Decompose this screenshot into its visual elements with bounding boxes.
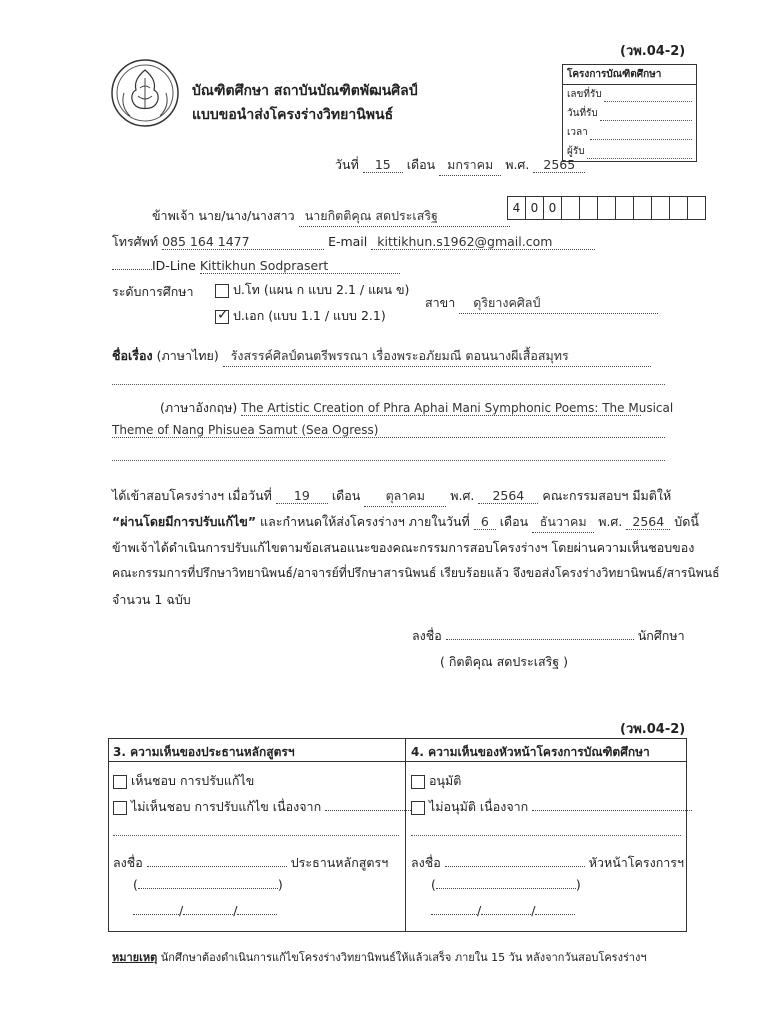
- exam-result: “ผ่านโดยมีการปรับแก้ไข”: [112, 514, 257, 529]
- blank-line: [112, 384, 665, 385]
- level-label: ระดับการศึกษา: [112, 284, 194, 299]
- exam-day[interactable]: 19: [276, 488, 328, 504]
- section3-sign-row: ลงชื่อ ประธานหลักสูตรฯ: [113, 855, 389, 870]
- date-line: วันที่ 15 เดือน มกราคม พ.ศ. 2565: [335, 155, 585, 176]
- student-printed-name: ( กิตติคุณ สดประเสริฐ ): [440, 654, 569, 669]
- thesis-title-thai-row: ชื่อเรื่อง (ภาษาไทย) รังสรรค์ศิลป์ดนตรีพรรณา เรื่องพระอภัยมณี ตอนนางผีเสื้อสมุทร: [112, 346, 651, 367]
- checkbox-section3-approve[interactable]: [113, 775, 127, 789]
- id-digit[interactable]: [688, 196, 706, 220]
- section3-reject-option[interactable]: ไม่เห็นชอบ การปรับแก้ไข เนื่องจาก: [113, 797, 425, 817]
- contact-line: โทรศัพท์ 085 164 1477 E-mail kittikhun.s1962@gmail.com: [112, 232, 595, 252]
- institute-emblem: [110, 58, 180, 128]
- section3-date-day[interactable]: [133, 914, 179, 915]
- checkbox-section4-reject[interactable]: [411, 801, 425, 815]
- id-digit[interactable]: [598, 196, 616, 220]
- line-id-field[interactable]: Kittikhun Sodprasert: [200, 258, 400, 274]
- due-year[interactable]: 2564: [626, 514, 670, 530]
- section3-name-row: ( ): [133, 877, 283, 892]
- checkbox-section3-reject[interactable]: [113, 801, 127, 815]
- id-digit[interactable]: [562, 196, 580, 220]
- section3-title: 3. ความเห็นของประธานหลักสูตรฯ: [113, 745, 295, 759]
- student-signature-row: ลงชื่อ นักศึกษา: [412, 628, 685, 643]
- header-form-title: แบบขอนำส่งโครงร่างวิทยานิพนธ์: [192, 107, 394, 123]
- section3-name-field[interactable]: [138, 888, 278, 889]
- thesis-title-eng-line1[interactable]: The Artistic Creation of Phra Aphai Mani Symphonic Poems: The Musical: [241, 401, 674, 415]
- section3-signature-field[interactable]: [147, 866, 287, 867]
- date-year[interactable]: 2565: [533, 157, 585, 173]
- approval-table: [108, 738, 687, 932]
- exam-year[interactable]: 2564: [478, 488, 538, 504]
- office-box-title: โครงการบัณฑิตศึกษา: [563, 65, 696, 85]
- exam-line-1: ได้เข้าสอบโครงร่างฯ เมื่อวันที่ 19 เดือน ตุลาคม พ.ศ. 2564 คณะกรรมสอบฯ มีมติให้: [112, 486, 671, 507]
- applicant-line: ข้าพเจ้า นาย/นาง/นางสาว นายกิตติคุณ สดประเสริฐ: [152, 206, 510, 227]
- section4-sign-row: ลงชื่อ หัวหน้าโครงการฯ: [411, 855, 685, 870]
- id-digit[interactable]: [580, 196, 598, 220]
- student-signature-field[interactable]: [446, 639, 634, 640]
- section4-date-day[interactable]: [431, 914, 477, 915]
- thesis-title-eng-row: (ภาษาอังกฤษ) The Artistic Creation of Phra Aphai Mani Symphonic Poems: The Musical: [160, 400, 674, 415]
- exam-month[interactable]: ตุลาคม: [364, 486, 446, 507]
- header-institute: บัณฑิตศึกษา สถาบันบัณฑิตพัฒนศิลป์: [192, 83, 418, 99]
- exam-line-2: “ผ่านโดยมีการปรับแก้ไข” และกำหนดให้ส่งโครงร่างฯ ภายในวันที่ 6 เดือน ธันวาคม พ.ศ. 2564 บัดนี้: [112, 512, 699, 533]
- exam-line-4: คณะกรรมการที่ปรึกษาวิทยานิพนธ์/อาจารย์ที่ปรึกษาสารนิพนธ์ เรียบร้อยแล้ว จึงขอส่งโครงร่างวิทยานิพนธ์/สารนิพนธ์: [112, 566, 720, 580]
- section4-date-year[interactable]: [535, 914, 575, 915]
- email-field[interactable]: kittikhun.s1962@gmail.com: [371, 234, 595, 250]
- major-field[interactable]: ดุริยางคศิลป์: [459, 293, 658, 314]
- applicant-name[interactable]: นายกิตติคุณ สดประเสริฐ: [299, 206, 510, 227]
- section3-date-month[interactable]: [183, 914, 233, 915]
- section4-reject-option[interactable]: ไม่อนุมัติ เนื่องจาก: [411, 797, 692, 817]
- thesis-title-eng-row2: [112, 422, 665, 438]
- student-id-grid[interactable]: [507, 196, 706, 220]
- level-option-master[interactable]: ป.โท (แผน ก แบบ 2.1 / แผน ข): [215, 280, 409, 300]
- id-digit[interactable]: 0: [526, 196, 544, 220]
- id-digit[interactable]: [670, 196, 688, 220]
- office-box-receipt-no: เลขที่รับ: [567, 89, 602, 100]
- office-box-time: เวลา: [567, 127, 588, 138]
- id-digit[interactable]: 4: [507, 196, 526, 220]
- checkbox-master[interactable]: [215, 284, 229, 298]
- id-digit[interactable]: [634, 196, 652, 220]
- section3-date-row: / /: [133, 903, 277, 918]
- section4-name-row: ( ): [431, 877, 581, 892]
- form-code-bottom: (วพ.04-2): [620, 722, 686, 737]
- footnote: [112, 948, 647, 966]
- section4-title: 4. ความเห็นของหัวหน้าโครงการบัณฑิตศึกษา: [411, 745, 650, 759]
- thesis-title-eng-line2[interactable]: Theme of Nang Phisuea Samut (Sea Ogress): [112, 423, 665, 438]
- thesis-title-thai[interactable]: รังสรรค์ศิลป์ดนตรีพรรณา เรื่องพระอภัยมณี ตอนนางผีเสื้อสมุทร: [223, 346, 651, 367]
- exam-line-3: ข้าพเจ้าได้ดำเนินการปรับแก้ไขตามข้อเสนอแนะของคณะกรรมการสอบโครงร่างฯ โดยผ่านความเห็นชอบของ: [112, 540, 695, 555]
- footnote-label: หมายเหตุ: [112, 951, 158, 964]
- checkbox-doctoral[interactable]: [215, 310, 229, 324]
- checkbox-section4-approve[interactable]: [411, 775, 425, 789]
- office-receipt-box: [562, 64, 697, 162]
- major-row: สาขา ดุริยางคศิลป์: [425, 293, 658, 314]
- id-digit[interactable]: [616, 196, 634, 220]
- date-day[interactable]: 15: [363, 157, 403, 173]
- date-month[interactable]: มกราคม: [439, 155, 501, 176]
- level-option-doctoral[interactable]: ✓ป.เอก (แบบ 1.1 / แบบ 2.1): [215, 306, 386, 326]
- due-day[interactable]: 6: [474, 514, 496, 530]
- footnote-text: นักศึกษาต้องดำเนินการแก้ไขโครงร่างวิทยานิพนธ์ให้แล้วเสร็จ ภายใน 15 วัน หลังจากวันสอบโครงร่างฯ: [160, 951, 647, 964]
- phone-field[interactable]: 085 164 1477: [162, 234, 324, 250]
- section4-reason-field[interactable]: [532, 810, 692, 811]
- section4-signature-field[interactable]: [445, 866, 585, 867]
- exam-line-5: จำนวน 1 ฉบับ: [112, 592, 191, 607]
- office-box-receiver: ผู้รับ: [567, 146, 585, 157]
- section4-date-row: / /: [431, 903, 575, 918]
- line-id-row: ID-Line Kittikhun Sodprasert: [112, 258, 400, 274]
- blank-line: [112, 460, 665, 461]
- section3-date-year[interactable]: [237, 914, 277, 915]
- id-digit[interactable]: [652, 196, 670, 220]
- id-digit[interactable]: 0: [544, 196, 562, 220]
- office-box-receipt-date: วันที่รับ: [567, 108, 598, 119]
- section4-approve-option[interactable]: อนุมัติ: [411, 771, 461, 791]
- section4-date-month[interactable]: [481, 914, 531, 915]
- section4-name-field[interactable]: [436, 888, 576, 889]
- form-code-top: (วพ.04-2): [620, 44, 686, 59]
- section3-approve-option[interactable]: เห็นชอบ การปรับแก้ไข: [113, 771, 254, 791]
- due-month[interactable]: ธันวาคม: [532, 512, 594, 533]
